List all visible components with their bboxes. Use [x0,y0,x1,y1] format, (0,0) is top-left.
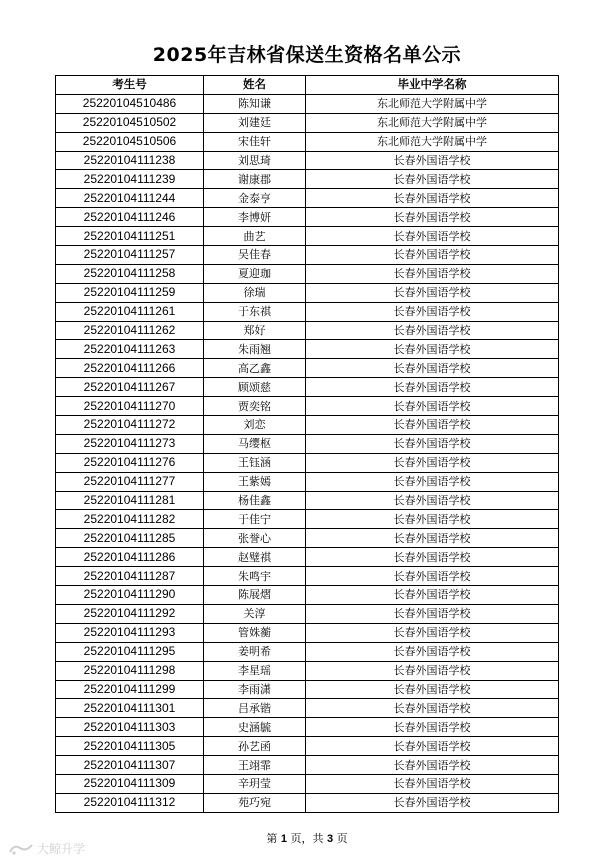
cell-name: 曲艺 [204,227,306,246]
cell-school: 长春外国语学校 [306,453,559,472]
cell-name: 孙艺函 [204,737,306,756]
table-row [56,170,559,189]
table-row [56,227,559,246]
table-row [56,113,559,132]
cell-school: 长春外国语学校 [306,170,559,189]
cell-exam-id: 25220104111261 [56,302,204,321]
cell-exam-id: 25220104111298 [56,661,204,680]
footer-total-pages: 3 [327,833,334,845]
cell-school: 长春外国语学校 [306,718,559,737]
table-row [56,548,559,567]
page-title: 2025年吉林省保送生资格名单公示 [152,44,462,66]
page-footer [0,831,614,847]
footer-suffix: 页 [336,832,348,845]
table-row [56,359,559,378]
roster-table-container [55,75,558,813]
table-row [56,397,559,416]
cell-exam-id: 25220104111301 [56,699,204,718]
cell-school: 长春外国语学校 [306,397,559,416]
table-row [56,340,559,359]
cell-name: 贾奕铭 [204,397,306,416]
table-row [56,453,559,472]
cell-exam-id: 25220104111277 [56,472,204,491]
cell-exam-id: 25220104510502 [56,113,204,132]
table-row [56,623,559,642]
header-school: 毕业中学名称 [306,76,559,95]
cell-school: 长春外国语学校 [306,416,559,435]
cell-name: 苑巧宛 [204,793,306,812]
table-row [56,699,559,718]
cell-exam-id: 25220104111285 [56,529,204,548]
table-row [56,567,559,586]
table-row [56,302,559,321]
footer-middle: 页，共 [290,832,324,845]
cell-name: 于佳宁 [204,510,306,529]
cell-school: 长春外国语学校 [306,604,559,623]
cell-name: 朱鸣宇 [204,567,306,586]
cell-school: 长春外国语学校 [306,208,559,227]
cell-name: 李星瑶 [204,661,306,680]
cell-school: 长春外国语学校 [306,283,559,302]
cell-name: 陈知谦 [204,94,306,113]
cell-name: 于东祺 [204,302,306,321]
table-row [56,680,559,699]
table-row [56,491,559,510]
cell-school: 长春外国语学校 [306,434,559,453]
table-row [56,189,559,208]
cell-exam-id: 25220104111272 [56,416,204,435]
cell-school: 长春外国语学校 [306,529,559,548]
cell-school: 长春外国语学校 [306,793,559,812]
cell-exam-id: 25220104510486 [56,94,204,113]
cell-name: 李雨潇 [204,680,306,699]
watermark [8,840,85,857]
cell-exam-id: 25220104111305 [56,737,204,756]
cell-exam-id: 25220104111299 [56,680,204,699]
table-row [56,416,559,435]
cell-exam-id: 25220104111286 [56,548,204,567]
table-row [56,774,559,793]
cell-exam-id: 25220104111251 [56,227,204,246]
cell-exam-id: 25220104111309 [56,774,204,793]
cell-name: 吴佳春 [204,246,306,265]
cell-name: 刘恋 [204,416,306,435]
cell-school: 长春外国语学校 [306,472,559,491]
cell-exam-id: 25220104111276 [56,453,204,472]
cell-name: 谢康郡 [204,170,306,189]
cell-exam-id: 25220104111267 [56,378,204,397]
cell-name: 郑好 [204,321,306,340]
cell-name: 杨佳鑫 [204,491,306,510]
cell-name: 金泰亨 [204,189,306,208]
table-header-row [56,76,559,95]
table-row [56,94,559,113]
cell-exam-id: 25220104111259 [56,283,204,302]
table-row [56,378,559,397]
table-row [56,529,559,548]
cell-exam-id: 25220104111262 [56,321,204,340]
cell-name: 王紫嫣 [204,472,306,491]
cell-school: 长春外国语学校 [306,774,559,793]
table-row [56,264,559,283]
cell-exam-id: 25220104111266 [56,359,204,378]
cell-school: 长春外国语学校 [306,321,559,340]
cell-school: 长春外国语学校 [306,189,559,208]
cell-school: 长春外国语学校 [306,302,559,321]
cell-school: 长春外国语学校 [306,264,559,283]
cell-name: 关淳 [204,604,306,623]
cell-exam-id: 25220104111257 [56,246,204,265]
table-row [56,132,559,151]
cell-exam-id: 25220104111293 [56,623,204,642]
table-row [56,756,559,775]
cell-name: 姜明希 [204,642,306,661]
cell-exam-id: 25220104111312 [56,793,204,812]
cell-name: 徐瑞 [204,283,306,302]
cell-name: 赵璧祺 [204,548,306,567]
table-row [56,510,559,529]
table-row [56,586,559,605]
table-row [56,283,559,302]
cell-school: 长春外国语学校 [306,623,559,642]
table-row [56,661,559,680]
cell-school: 长春外国语学校 [306,567,559,586]
cell-school: 长春外国语学校 [306,510,559,529]
footer-page-number: 1 [280,833,287,845]
table-row [56,321,559,340]
table-body [56,94,559,812]
cell-school: 长春外国语学校 [306,151,559,170]
cell-exam-id: 25220104111303 [56,718,204,737]
cell-exam-id: 25220104111263 [56,340,204,359]
roster-table [55,75,559,813]
cell-exam-id: 25220104111270 [56,397,204,416]
cell-exam-id: 25220104111273 [56,434,204,453]
table-row [56,642,559,661]
cell-exam-id: 25220104111246 [56,208,204,227]
cell-school: 长春外国语学校 [306,756,559,775]
cell-name: 史涵毓 [204,718,306,737]
cell-school: 长春外国语学校 [306,340,559,359]
table-row [56,208,559,227]
table-row [56,472,559,491]
cell-exam-id: 25220104111307 [56,756,204,775]
cell-school: 东北师范大学附属中学 [306,94,559,113]
table-row [56,604,559,623]
cell-school: 长春外国语学校 [306,642,559,661]
header-exam-id: 考生号 [56,76,204,95]
cell-name: 刘建廷 [204,113,306,132]
cell-school: 长春外国语学校 [306,680,559,699]
cell-school: 长春外国语学校 [306,699,559,718]
cell-school: 东北师范大学附属中学 [306,113,559,132]
cell-school: 长春外国语学校 [306,359,559,378]
cell-name: 吕承锴 [204,699,306,718]
cell-name: 管姝蘅 [204,623,306,642]
watermark-logo-icon [8,842,34,856]
cell-exam-id: 25220104510506 [56,132,204,151]
cell-school: 东北师范大学附属中学 [306,132,559,151]
footer-prefix: 第 [266,832,278,845]
cell-name: 李博妍 [204,208,306,227]
cell-exam-id: 25220104111239 [56,170,204,189]
cell-exam-id: 25220104111258 [56,264,204,283]
cell-name: 夏迎珈 [204,264,306,283]
cell-name: 高乙鑫 [204,359,306,378]
cell-name: 顾颂慈 [204,378,306,397]
cell-school: 长春外国语学校 [306,586,559,605]
cell-exam-id: 25220104111244 [56,189,204,208]
cell-name: 马缨枢 [204,434,306,453]
table-row [56,718,559,737]
cell-school: 长春外国语学校 [306,661,559,680]
watermark-text: 大鲸升学 [37,842,86,856]
cell-school: 长春外国语学校 [306,491,559,510]
cell-name: 王翊霏 [204,756,306,775]
cell-school: 长春外国语学校 [306,227,559,246]
table-row [56,246,559,265]
cell-exam-id: 25220104111290 [56,586,204,605]
header-name: 姓名 [204,76,306,95]
cell-name: 辛玥莹 [204,774,306,793]
cell-name: 张誉心 [204,529,306,548]
table-row [56,434,559,453]
cell-name: 陈展熠 [204,586,306,605]
cell-school: 长春外国语学校 [306,378,559,397]
cell-school: 长春外国语学校 [306,548,559,567]
cell-exam-id: 25220104111292 [56,604,204,623]
table-row [56,151,559,170]
cell-school: 长春外国语学校 [306,737,559,756]
cell-exam-id: 25220104111238 [56,151,204,170]
cell-name: 刘思琦 [204,151,306,170]
cell-name: 朱雨翘 [204,340,306,359]
cell-exam-id: 25220104111287 [56,567,204,586]
table-row [56,793,559,812]
cell-exam-id: 25220104111281 [56,491,204,510]
cell-name: 宋佳轩 [204,132,306,151]
cell-exam-id: 25220104111282 [56,510,204,529]
cell-name: 王钰涵 [204,453,306,472]
cell-school: 长春外国语学校 [306,246,559,265]
table-row [56,737,559,756]
cell-exam-id: 25220104111295 [56,642,204,661]
